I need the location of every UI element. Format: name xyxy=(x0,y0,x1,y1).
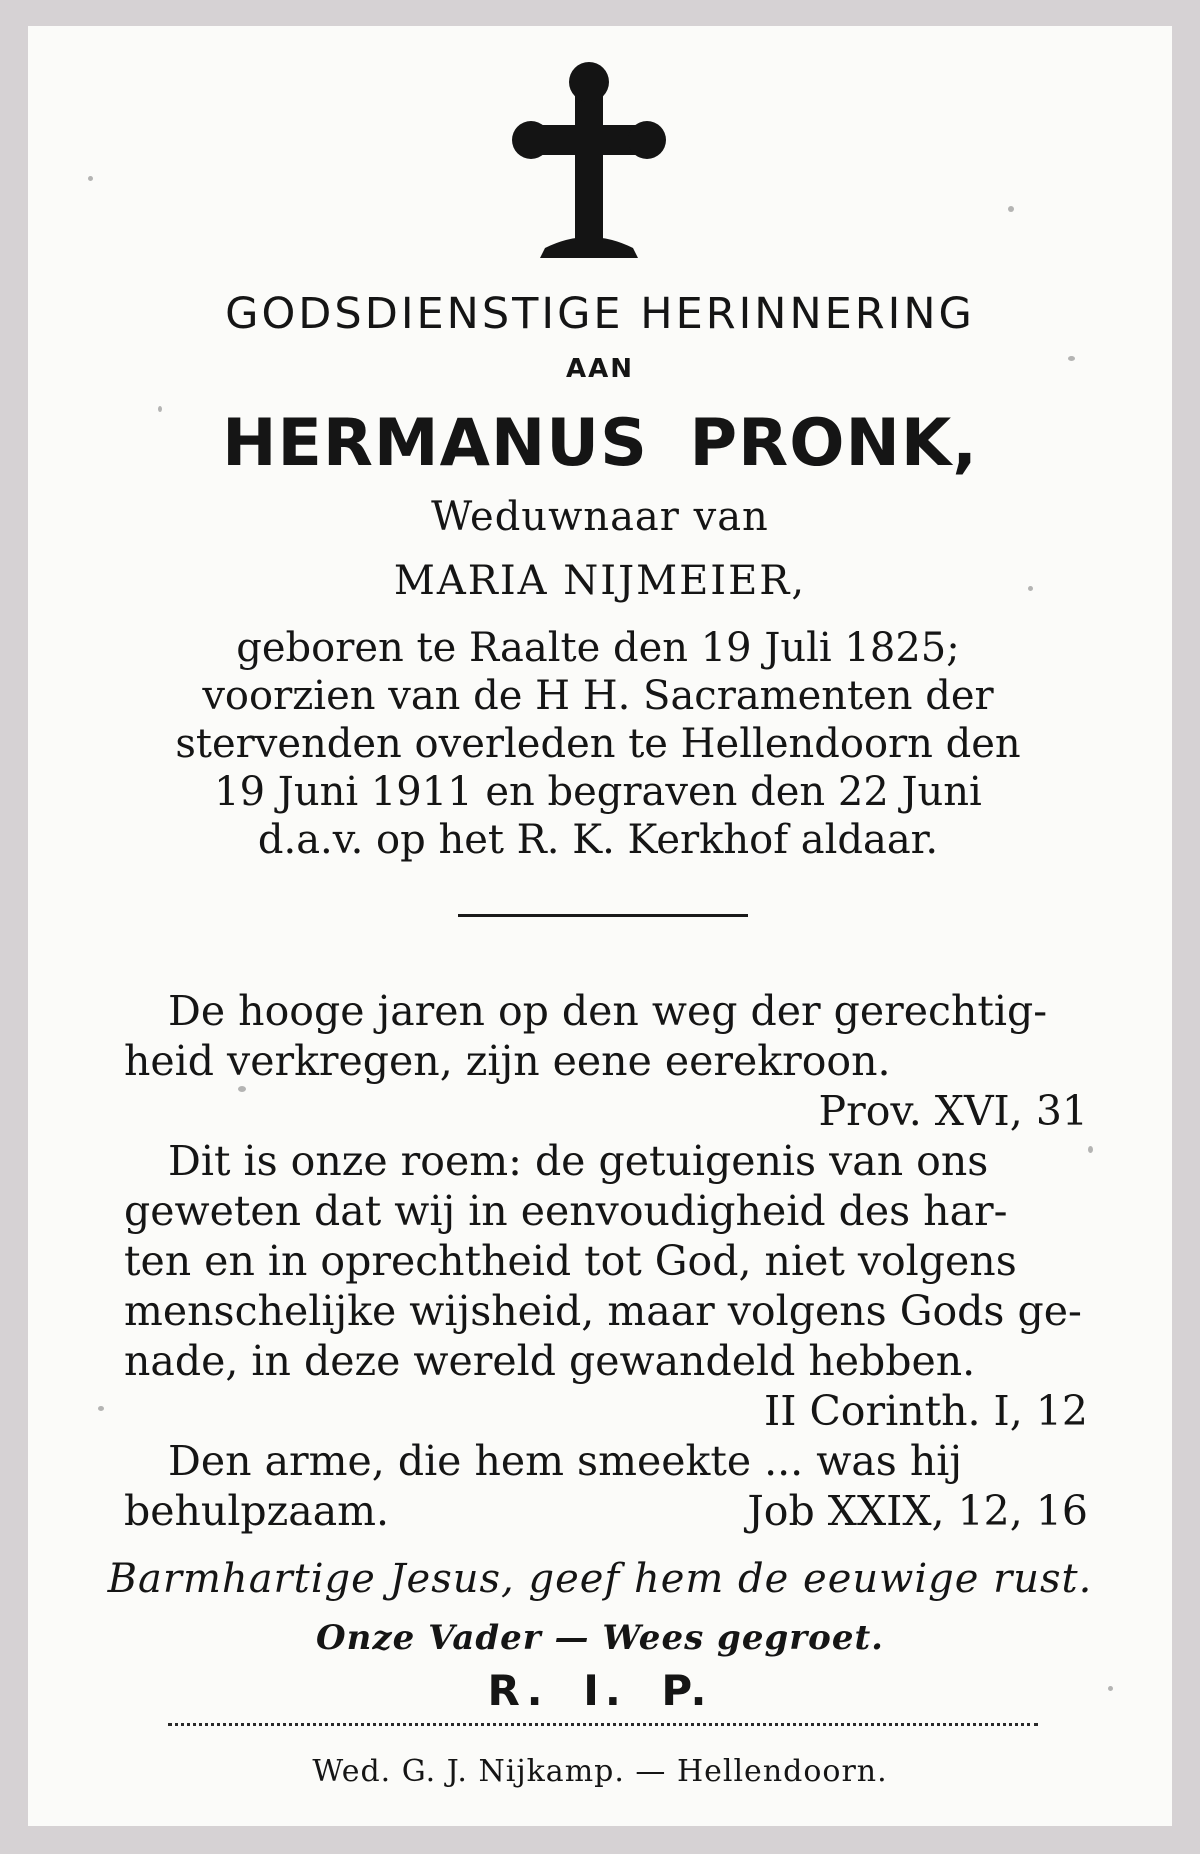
printer-credit: Wed. G. J. Nijkamp. — Hellendoorn. xyxy=(312,1754,888,1789)
paper-speck xyxy=(158,406,162,412)
paper-speck xyxy=(98,1406,104,1411)
verse-reference: Job XXIX, 12, 16 xyxy=(747,1487,1088,1535)
heading: GODSDIENSTIGE HERINNERING xyxy=(225,289,975,339)
deceased-name: HERMANUS PRONK, xyxy=(222,406,978,481)
bio-line: 19 Juni 1911 en begraven den 22 Juni xyxy=(214,769,982,815)
paper-speck xyxy=(1088,1146,1093,1153)
verse-line: nade, in deze wereld gewandeld hebben. xyxy=(124,1337,976,1385)
verse-corinthians xyxy=(124,1136,1124,1436)
verse-line: behulpzaam. xyxy=(124,1487,390,1535)
verse-line: menschelijke wijsheid, maar volgens Gods ge- xyxy=(124,1287,1082,1335)
dotted-divider xyxy=(168,1723,1038,1726)
verse-line: ten en in oprechtheid tot God, niet volgens xyxy=(124,1237,1017,1285)
paper-speck xyxy=(88,176,93,181)
bio-line: voorzien van de H H. Sacramenten der xyxy=(202,673,994,719)
to-label: AAN xyxy=(565,354,634,384)
verse-line: heid verkregen, zijn eene eerekroon. xyxy=(124,1037,891,1085)
biography xyxy=(118,624,1078,864)
paper-speck xyxy=(1068,356,1075,361)
paper-speck xyxy=(1028,586,1033,591)
verse-job xyxy=(124,1436,1124,1536)
paper-speck xyxy=(1108,1686,1113,1691)
bio-line: stervenden overleden te Hellendoorn den xyxy=(175,721,1021,767)
rip-text: R. I. P. xyxy=(487,1666,713,1715)
verse-line: Den arme, die hem smeekte ... was hij xyxy=(168,1437,963,1485)
bio-line: geboren te Raalte den 19 Juli 1825; xyxy=(236,625,960,671)
memorial-card xyxy=(28,26,1172,1826)
verse-line: De hooge jaren op den weg der gerechtig- xyxy=(168,987,1048,1035)
verse-reference: II Corinth. I, 12 xyxy=(764,1387,1088,1435)
short-prayers: Onze Vader — Wees gegroet. xyxy=(316,1618,884,1658)
verse-line: geweten dat wij in eenvoudigheid des har- xyxy=(124,1187,1008,1235)
paper-speck xyxy=(1008,206,1014,212)
paper-speck xyxy=(238,1086,246,1092)
prayer-line: Barmhartige Jesus, geef hem de eeuwige rust. xyxy=(107,1556,1093,1602)
divider-rule xyxy=(458,914,748,917)
verse-reference: Prov. XVI, 31 xyxy=(818,1087,1088,1135)
verse-proverbs xyxy=(124,986,1124,1136)
bio-line: d.a.v. op het R. K. Kerkhof aldaar. xyxy=(257,817,939,863)
latin-cross-icon xyxy=(28,26,1172,266)
spouse-name: MARIA NIJMEIER, xyxy=(393,558,807,604)
verse-line-with-ref xyxy=(124,1486,1124,1536)
relation-label: Weduwnaar van xyxy=(431,494,769,540)
verse-line: Dit is onze roem: de getuigenis van ons xyxy=(168,1137,989,1185)
